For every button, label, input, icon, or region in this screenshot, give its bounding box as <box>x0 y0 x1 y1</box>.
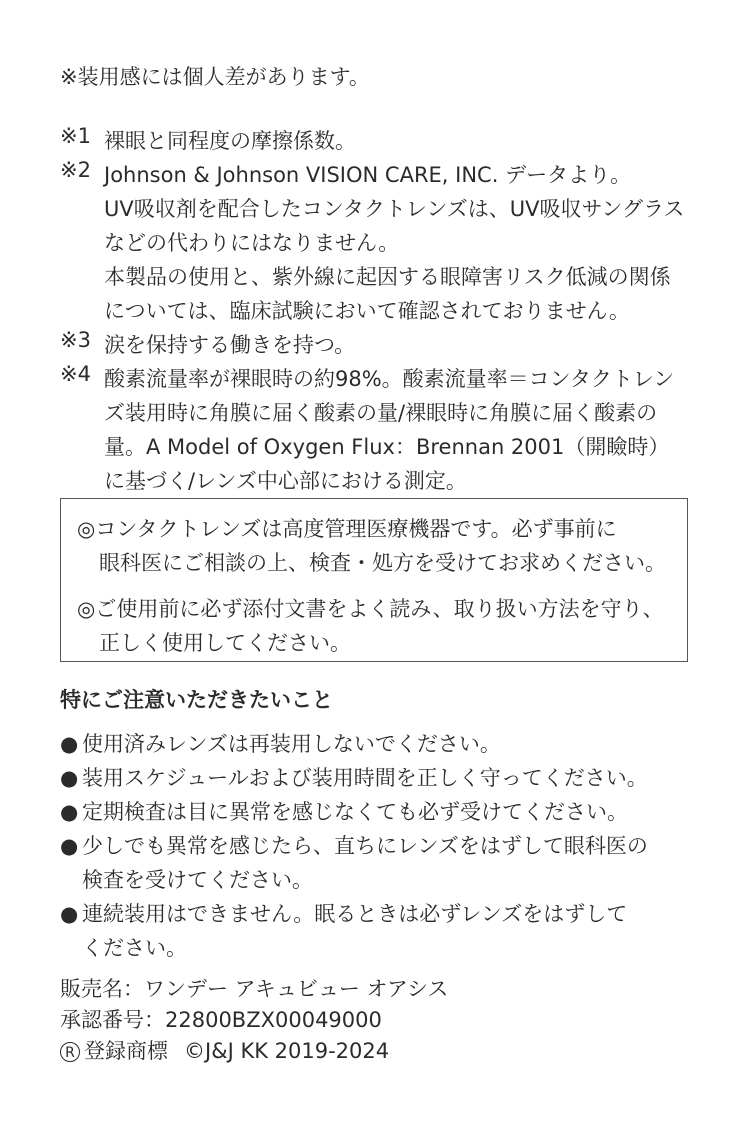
comfort-disclaimer: ※装用感には個人差があります。 <box>60 65 370 89</box>
caution-item <box>60 897 648 965</box>
footnote-mark: ※4 <box>60 362 91 386</box>
caution-line: 少しでも異常を感じたら、直ちにレンズをはずして眼科医の <box>82 834 648 858</box>
footnote-mark: ※3 <box>60 328 91 352</box>
trademark-line <box>60 1036 448 1067</box>
footnotes <box>60 124 684 498</box>
notice-line: ◎コンタクトレンズは高度管理医療機器です。必ず事前に <box>77 517 617 541</box>
caution-line: 検査を受けてください。 <box>82 868 313 892</box>
footnote-line: 裸眼と同程度の摩擦係数。 <box>104 129 356 153</box>
registered-trademark-icon: R <box>60 1042 80 1062</box>
caution-line: 装用スケジュールおよび装用時間を正しく守ってください。 <box>82 766 648 790</box>
caution-line: 定期検査は目に異常を感じなくても必ず受けてください。 <box>82 800 628 824</box>
footnote-line: Johnson & Johnson VISION CARE, INC. データより。 <box>104 163 632 187</box>
footnote-line: 本製品の使用と、紫外線に起因する眼障害リスク低減の関係 <box>104 265 671 289</box>
registered-label: 登録商標 <box>84 1039 168 1063</box>
caution-heading: 特にご注意いただきたいこと <box>60 688 333 712</box>
bullet-icon: ● <box>60 902 79 926</box>
footnote-line: 量。A Model of Oxygen Flux：Brennan 2001（開瞼時） <box>104 435 670 459</box>
bullet-icon: ● <box>60 834 79 858</box>
caution-item <box>60 795 648 829</box>
caution-list <box>60 727 648 965</box>
footnote-mark: ※1 <box>60 124 91 148</box>
bullet-icon: ● <box>60 766 79 790</box>
caution-item <box>60 761 648 795</box>
notice-line: 正しく使用してください。 <box>99 631 351 655</box>
notice-line: ◎ご使用前に必ず添付文書をよく読み、取り扱い方法を守り、 <box>77 597 664 621</box>
medical-device-notice-box <box>60 498 688 662</box>
caution-line: ください。 <box>82 936 187 960</box>
footnote-line: ズ装用時に角膜に届く酸素の量/裸眼時に角膜に届く酸素の <box>104 401 658 425</box>
sales-name: 販売名：ワンデー アキュビュー オアシス <box>60 977 449 1001</box>
footnote-line: 酸素流量率が裸眼時の約98%。酸素流量率＝コンタクトレン <box>104 367 675 391</box>
bullet-icon: ● <box>60 732 79 756</box>
footnote-line: に基づく/レンズ中心部における測定。 <box>104 469 467 493</box>
caution-line: 使用済みレンズは再装用しないでください。 <box>82 732 501 756</box>
footnote-line: については、臨床試験において確認されておりません。 <box>104 299 630 323</box>
footnote-mark: ※2 <box>60 158 91 182</box>
notice-line: 眼科医にご相談の上、検査・処方を受けてお求めください。 <box>99 551 666 575</box>
notice-item-read-insert <box>77 592 687 660</box>
footnote-line: UV吸収剤を配合したコンタクトレンズは、UV吸収サングラス <box>104 197 685 221</box>
caution-item <box>60 829 648 897</box>
caution-item <box>60 727 648 761</box>
footnote-line: 涙を保持する働きを持つ。 <box>104 333 356 357</box>
footnote-4 <box>60 362 684 498</box>
footnote-2 <box>60 158 684 328</box>
footnote-line: などの代わりにはなりません。 <box>104 231 400 255</box>
product-footer <box>60 974 448 1067</box>
notice-item-consult <box>77 512 687 580</box>
footnote-3 <box>60 328 684 362</box>
caution-line: 連続装用はできません。眠るときは必ずレンズをはずして <box>82 902 628 926</box>
footnote-1 <box>60 124 684 158</box>
bullet-icon: ● <box>60 800 79 824</box>
approval-number: 承認番号：22800BZX00049000 <box>60 1008 382 1032</box>
copyright-notice: ©J&J KK 2019-2024 <box>184 1039 390 1063</box>
